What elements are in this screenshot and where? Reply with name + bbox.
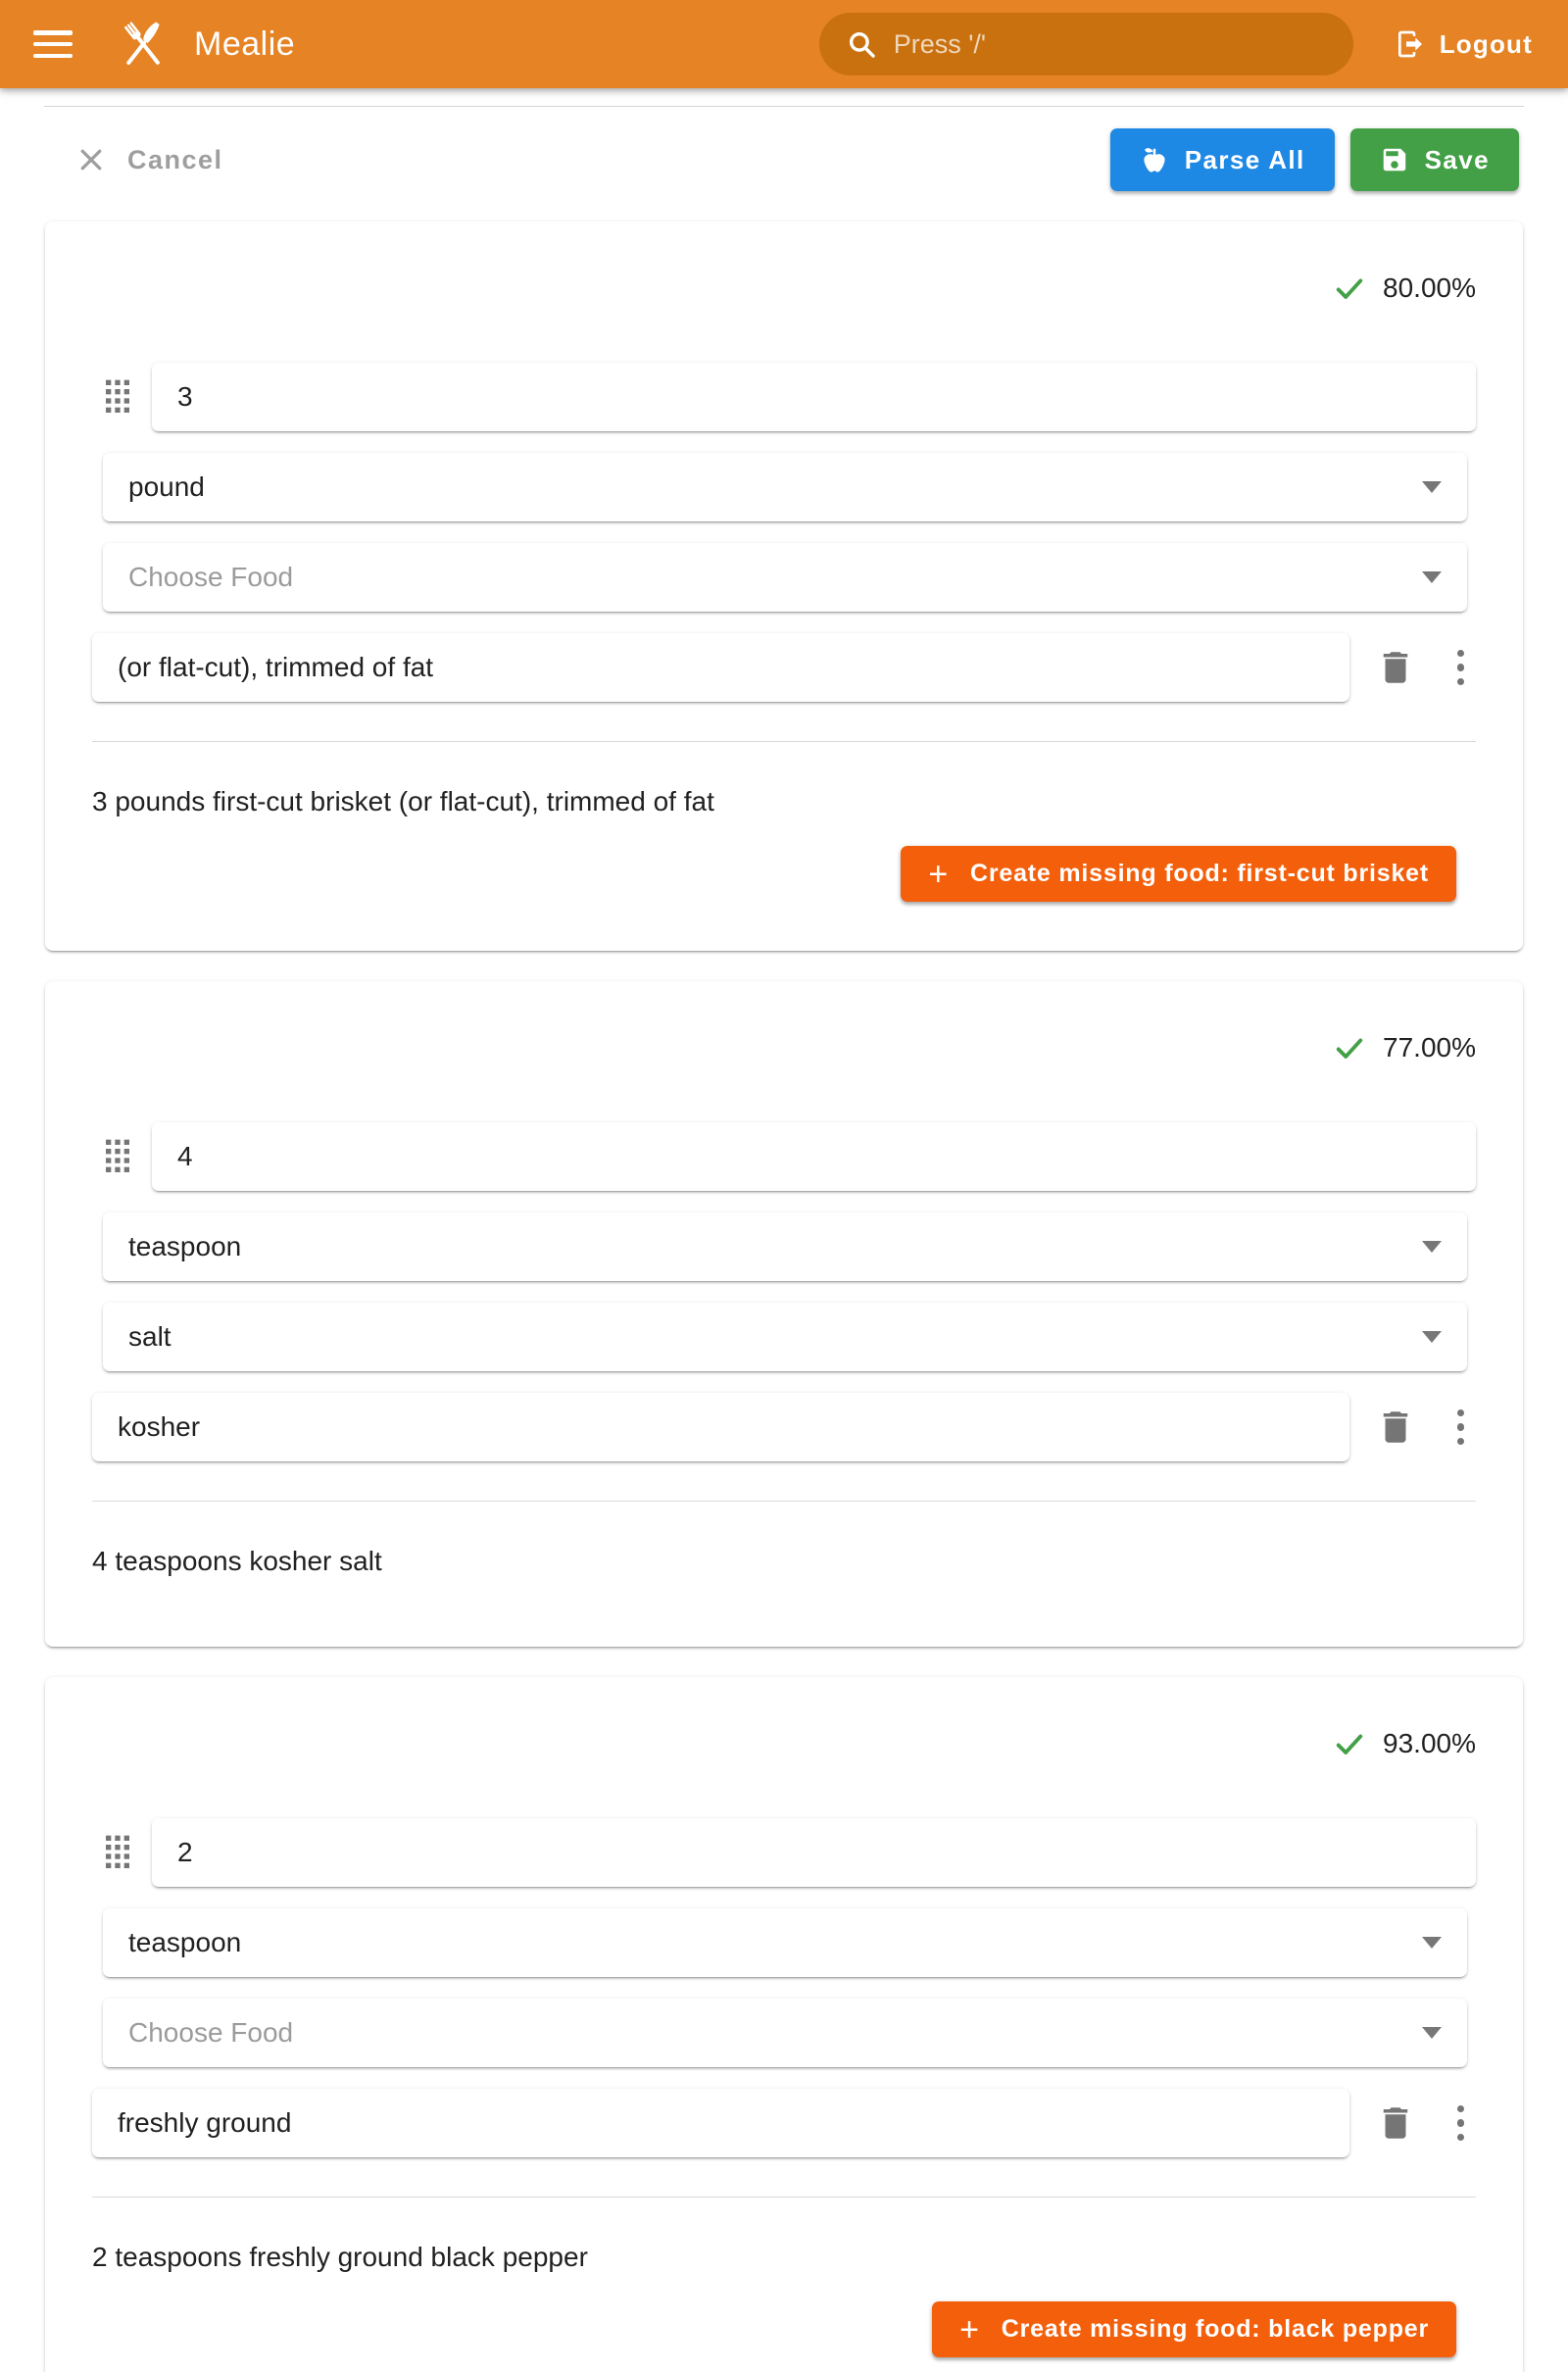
unit-select[interactable] <box>103 1908 1467 1977</box>
plus-icon: + <box>959 2310 980 2348</box>
original-ingredient-text: 2 teaspoons freshly ground black pepper <box>92 2242 588 2272</box>
kebab-icon <box>1457 1409 1465 1446</box>
apple-icon <box>1140 145 1169 174</box>
confidence-check-icon <box>1332 1726 1367 1761</box>
quantity-input[interactable] <box>152 1818 1476 1887</box>
drag-handle-icon[interactable] <box>102 1137 133 1176</box>
save-button[interactable] <box>1350 128 1519 191</box>
card-divider <box>92 1501 1476 1502</box>
card-divider <box>92 741 1476 742</box>
more-options-button[interactable] <box>1446 2094 1476 2152</box>
trash-icon <box>1375 2102 1416 2144</box>
search-input[interactable] <box>819 13 1353 75</box>
unit-value: teaspoon <box>128 1231 242 1261</box>
save-icon <box>1380 145 1409 174</box>
unit-value: pound <box>128 471 205 502</box>
ingredient-card <box>45 1677 1523 2372</box>
kebab-icon <box>1457 2105 1465 2142</box>
note-input[interactable] <box>92 633 1349 702</box>
chevron-down-icon <box>1422 1937 1442 1949</box>
plus-icon: + <box>928 855 950 893</box>
search-placeholder: Press '/' <box>893 28 987 59</box>
delete-ingredient-button[interactable] <box>1375 1407 1416 1448</box>
search-icon <box>845 27 878 61</box>
parse-all-button[interactable] <box>1110 128 1335 191</box>
food-select[interactable] <box>103 1303 1467 1371</box>
delete-ingredient-button[interactable] <box>1375 647 1416 688</box>
quantity-input[interactable] <box>152 1122 1476 1191</box>
create-missing-food-button[interactable] <box>901 846 1456 902</box>
create-missing-food-label: Create missing food: black pepper <box>1001 2315 1429 2343</box>
mealie-logo-icon <box>114 15 172 74</box>
quantity-input[interactable] <box>152 363 1476 431</box>
menu-icon[interactable] <box>33 28 73 60</box>
food-placeholder: Choose Food <box>128 562 294 592</box>
note-input[interactable] <box>92 1393 1349 1461</box>
original-ingredient-text: 3 pounds first-cut brisket (or flat-cut), trimmed of fat <box>92 786 714 816</box>
food-select[interactable] <box>103 1999 1467 2067</box>
unit-select[interactable] <box>103 453 1467 521</box>
logout-icon <box>1395 28 1426 60</box>
unit-value: teaspoon <box>128 1927 242 1957</box>
chevron-down-icon <box>1422 481 1442 493</box>
confidence-value: 77.00% <box>1383 1032 1476 1062</box>
logout-label: Logout <box>1439 28 1533 59</box>
more-options-button[interactable] <box>1446 638 1476 697</box>
chevron-down-icon <box>1422 1331 1442 1343</box>
unit-select[interactable] <box>103 1212 1467 1281</box>
save-label: Save <box>1424 144 1490 174</box>
kebab-icon <box>1457 650 1465 686</box>
chevron-down-icon <box>1422 1241 1442 1253</box>
close-icon <box>76 145 106 174</box>
parse-all-label: Parse All <box>1184 144 1305 174</box>
delete-ingredient-button[interactable] <box>1375 2102 1416 2144</box>
trash-icon <box>1375 1407 1416 1448</box>
ingredient-card <box>45 222 1523 951</box>
trash-icon <box>1375 647 1416 688</box>
food-value: salt <box>128 1321 172 1352</box>
editor-toolbar <box>0 128 1568 191</box>
drag-handle-icon[interactable] <box>102 1833 133 1872</box>
confidence-value: 93.00% <box>1383 1728 1476 1758</box>
confidence-check-icon <box>1332 1030 1367 1065</box>
confidence-value: 80.00% <box>1383 272 1476 303</box>
app-bar <box>0 0 1568 88</box>
chevron-down-icon <box>1422 571 1442 583</box>
cancel-label: Cancel <box>127 144 223 174</box>
ingredient-card <box>45 981 1523 1647</box>
create-missing-food-button[interactable] <box>932 2301 1456 2357</box>
app-title: Mealie <box>194 25 296 63</box>
note-input[interactable] <box>92 2089 1349 2157</box>
create-missing-food-label: Create missing food: first-cut brisket <box>970 860 1429 887</box>
card-divider <box>92 2197 1476 2198</box>
original-ingredient-text: 4 teaspoons kosher salt <box>92 1546 382 1576</box>
more-options-button[interactable] <box>1446 1398 1476 1457</box>
food-placeholder: Choose Food <box>128 2017 294 2048</box>
cancel-button[interactable] <box>76 145 223 175</box>
drag-handle-icon[interactable] <box>102 377 133 417</box>
logout-button[interactable] <box>1395 28 1533 60</box>
header-divider <box>44 106 1524 107</box>
food-select[interactable] <box>103 543 1467 612</box>
chevron-down-icon <box>1422 2027 1442 2039</box>
confidence-check-icon <box>1332 271 1367 306</box>
